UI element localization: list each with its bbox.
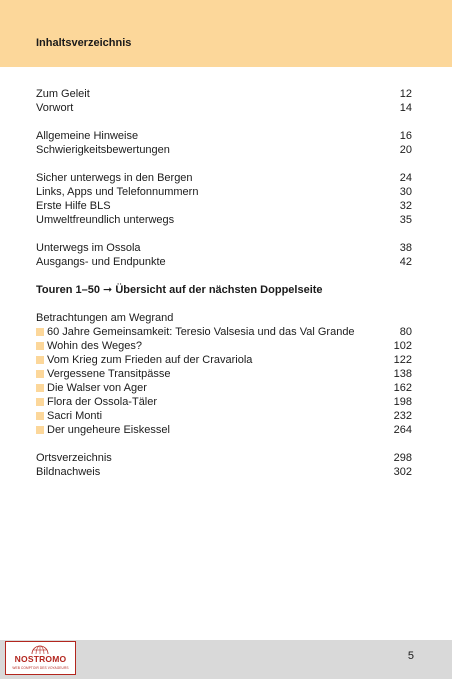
toc-entry[interactable] [36,395,412,409]
square-bullet-icon [36,328,44,336]
toc-entry-label: Erste Hilfe BLS [36,200,111,212]
toc-entry[interactable] [36,143,412,157]
betrachtungen-heading: Betrachtungen am Wegrand [36,312,174,324]
toc-entry-label: Umweltfreundlich unterwegs [36,214,175,226]
toc-entry-page: 264 [393,424,412,436]
toc-entry-label: Sicher unterwegs in den Bergen [36,172,193,184]
toc-entry[interactable] [36,199,412,213]
toc-entry-page: 302 [393,466,412,478]
toc-entry-page: 298 [393,452,412,464]
toc-entry-page: 138 [393,368,412,380]
toc-entry-page: 20 [399,144,412,156]
square-bullet-icon [36,370,44,378]
toc-entry-label: Schwierigkeitsbewertungen [36,144,170,156]
toc-entry[interactable] [36,423,412,437]
toc-entry[interactable] [36,87,412,101]
square-bullet-icon [36,398,44,406]
toc-entry-page: 198 [393,396,412,408]
toc-entry[interactable] [36,339,412,353]
toc-entry-label: Allgemeine Hinweise [36,130,139,142]
toc-entry[interactable] [36,171,412,185]
page-number: 5 [407,650,414,662]
toc-entry-label: Zum Geleit [36,88,90,100]
toc-entry-page: 38 [399,242,412,254]
toc-entry-page: 80 [399,326,412,338]
toc-entry-label: Der ungeheure Eiskessel [47,424,170,436]
toc-entry-page: 30 [399,186,412,198]
table-of-contents [36,87,412,479]
globe-icon [31,644,49,654]
toc-entry-page: 12 [399,88,412,100]
toc-entry-label: Ausgangs- und Endpunkte [36,256,166,268]
toc-entry-page: 42 [399,256,412,268]
toc-entry[interactable] [36,129,412,143]
toc-entry-label: Vom Krieg zum Frieden auf der Cravariola [47,354,253,366]
toc-entry-page: 24 [399,172,412,184]
stamp-name: NOSTROMO [14,654,67,664]
square-bullet-icon [36,356,44,364]
toc-entry[interactable] [36,185,412,199]
toc-entry-page: 16 [399,130,412,142]
toc-entry-label: Wohin des Weges? [47,340,142,352]
toc-entry[interactable] [36,353,412,367]
toc-entry-page: 14 [399,102,412,114]
toc-entry-page: 122 [393,354,412,366]
toc-entry-label: Flora der Ossola-Täler [47,396,158,408]
toc-entry[interactable] [36,409,412,423]
toc-entry[interactable] [36,381,412,395]
tours-heading[interactable]: Touren 1–50 ➞ Übersicht auf der nächsten Doppelseite [36,284,323,296]
toc-entry[interactable] [36,213,412,227]
toc-entry-label: Ortsverzeichnis [36,452,112,464]
toc-entry-label: Bildnachweis [36,466,101,478]
toc-entry[interactable] [36,325,412,339]
toc-entry-label: Unterwegs im Ossola [36,242,141,254]
toc-entry-label: Vorwort [36,102,74,114]
toc-entry[interactable] [36,367,412,381]
toc-entry-page: 35 [399,214,412,226]
square-bullet-icon [36,384,44,392]
toc-entry-page: 102 [393,340,412,352]
toc-entry[interactable] [36,101,412,115]
square-bullet-icon [36,412,44,420]
toc-entry[interactable] [36,451,412,465]
toc-entry[interactable] [36,255,412,269]
toc-entry[interactable] [36,241,412,255]
stamp-subtitle: WEB COMPTOIR DES VOYAGEURS [12,666,69,670]
toc-entry[interactable] [36,465,412,479]
square-bullet-icon [36,426,44,434]
toc-entry-label: 60 Jahre Gemeinsamkeit: Teresio Valsesia und das Val Grande [47,326,355,338]
toc-entry-label: Links, Apps und Telefonnummern [36,186,199,198]
toc-entry-label: Sacri Monti [47,410,103,422]
page-title: Inhaltsverzeichnis [36,37,132,49]
nostromo-stamp [5,641,76,675]
toc-entry-page: 32 [399,200,412,212]
square-bullet-icon [36,342,44,350]
toc-entry-page: 162 [393,382,412,394]
toc-entry-label: Die Walser von Ager [47,382,147,394]
toc-entry-page: 232 [393,410,412,422]
toc-entry-label: Vergessene Transitpässe [47,368,171,380]
page-header [0,0,452,67]
